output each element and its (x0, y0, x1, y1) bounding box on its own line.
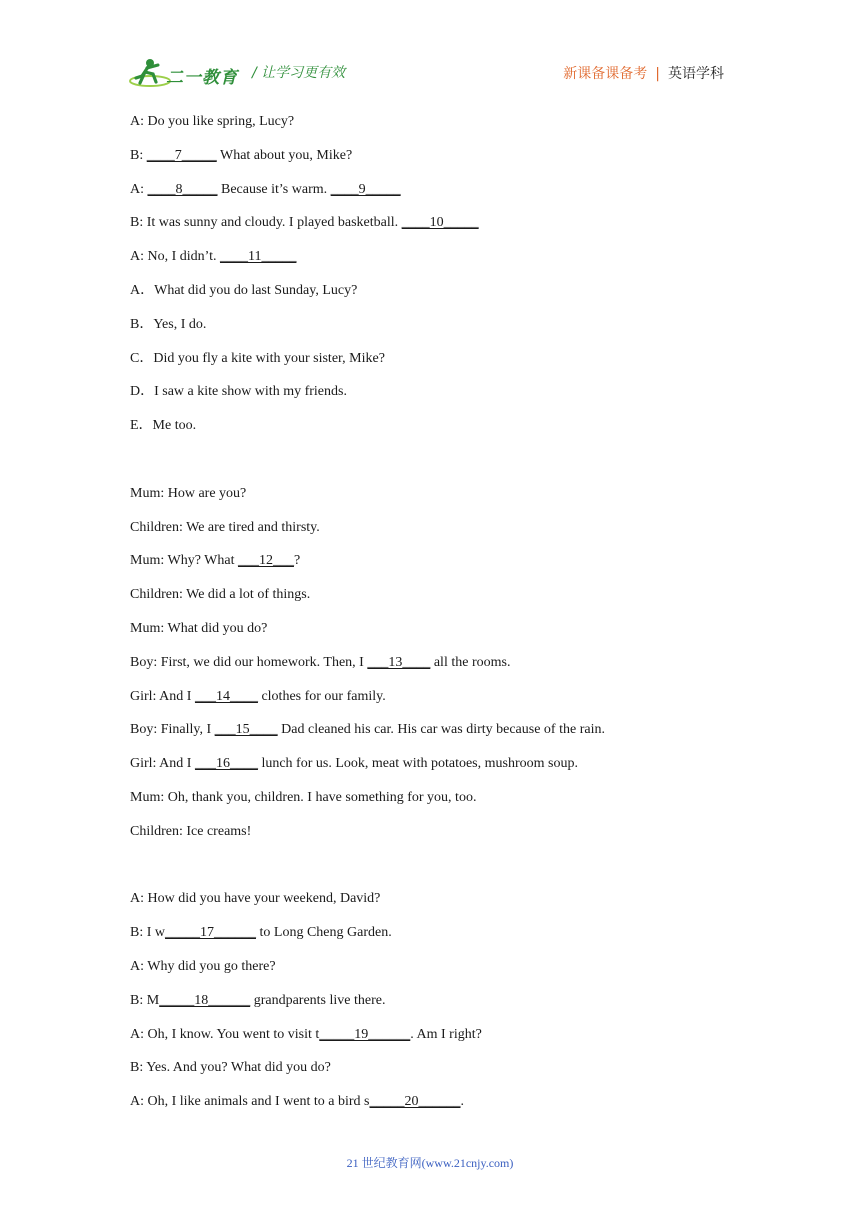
dialog-line: Boy: Finally, I ___15____ Dad cleaned his car. His car was dirty because of the rain. (130, 720, 730, 740)
header-right (563, 63, 724, 83)
dialog-line: A: Do you like spring, Lucy? (130, 114, 295, 129)
dialog-line: A: ____8_____ Because it’s warm. ____9_____ (130, 180, 730, 200)
document-body (130, 112, 730, 1126)
dialog-line: A: How did you have your weekend, David? (130, 891, 381, 907)
subject-label: 英语学科 (668, 66, 724, 82)
dialog-line: B: I w_____17______ to Long Cheng Garden. (130, 923, 730, 943)
dialog-line: B: It was sunny and cloudy. I played basketball. ____10_____ (130, 213, 730, 233)
answer-blank-16: ___16____ (194, 756, 258, 772)
option-d: D．I saw a kite show with my friends. (130, 384, 347, 400)
answer-blank-9: ____9_____ (330, 181, 401, 197)
answer-blank-17: _____17______ (165, 925, 256, 941)
section-gap (130, 856, 730, 890)
option-b: B．Yes, I do. (130, 316, 207, 332)
dialog-line: Girl: And I ___14____ clothes for our family. (130, 687, 730, 707)
dialog-line: B: Yes. And you? What did you do? (130, 1060, 331, 1076)
answer-blank-7: ____7_____ (146, 147, 217, 163)
dialog-line: A: No, I didn’t. ____11_____ (130, 247, 730, 267)
dialog-line: A: Why did you go there? (130, 958, 276, 974)
option-c: C．Did you fly a kite with your sister, Mike? (130, 350, 385, 366)
answer-blank-10: ____10_____ (401, 215, 479, 231)
dialog-line: Children: We are tired and thirsty. (130, 519, 320, 535)
dialog-line: Mum: Oh, thank you, children. I have something for you, too. (130, 789, 477, 805)
answer-blank-14: ___14____ (194, 688, 258, 704)
answer-blank-12: ___12___ (237, 553, 294, 569)
section-gap (130, 450, 730, 484)
dialog-line: Mum: Why? What ___12___? (130, 551, 730, 571)
dialog-line: Boy: First, we did our homework. Then, I ___13____ all the rooms. (130, 653, 730, 673)
answer-blank-18: _____18______ (159, 992, 251, 1008)
dialog-line: Mum: How are you? (130, 485, 247, 501)
answer-blank-19: _____19______ (319, 1026, 411, 1042)
header-separator: | (655, 66, 660, 82)
dialog-line: A: Oh, I like animals and I went to a bird s_____20______. (130, 1092, 730, 1112)
dialog-line: A: Oh, I know. You went to visit t_____19______. Am I right? (130, 1025, 730, 1045)
dialog-line: Girl: And I ___16____ lunch for us. Look, meat with potatoes, mushroom soup. (130, 754, 730, 774)
answer-blank-13: ___13____ (367, 654, 431, 670)
logo-text: 二一教育 (166, 68, 238, 88)
slogan: / 让学习更有效 (252, 65, 346, 81)
dialog-line: Children: Ice creams! (130, 823, 252, 839)
option-a: A．What did you do last Sunday, Lucy? (130, 282, 358, 298)
answer-blank-11: ____11_____ (219, 249, 297, 265)
dialog-line: Children: We did a lot of things. (130, 587, 311, 603)
option-e: E．Me too. (130, 418, 197, 434)
dialog-line: B: ____7_____ What about you, Mike? (130, 146, 730, 166)
answer-blank-8: ____8_____ (147, 181, 218, 197)
dialog-line: B: M_____18______ grandparents live there. (130, 991, 730, 1011)
answer-blank-20: _____20______ (369, 1094, 461, 1110)
answer-blank-15: ___15____ (214, 722, 278, 738)
brand-label: 新课备课备考 (563, 66, 648, 82)
dialog-line: Mum: What did you do? (130, 620, 268, 636)
page-footer: 21 世纪教育网(www.21cnjy.com) (346, 1156, 514, 1170)
page-header (128, 56, 724, 92)
